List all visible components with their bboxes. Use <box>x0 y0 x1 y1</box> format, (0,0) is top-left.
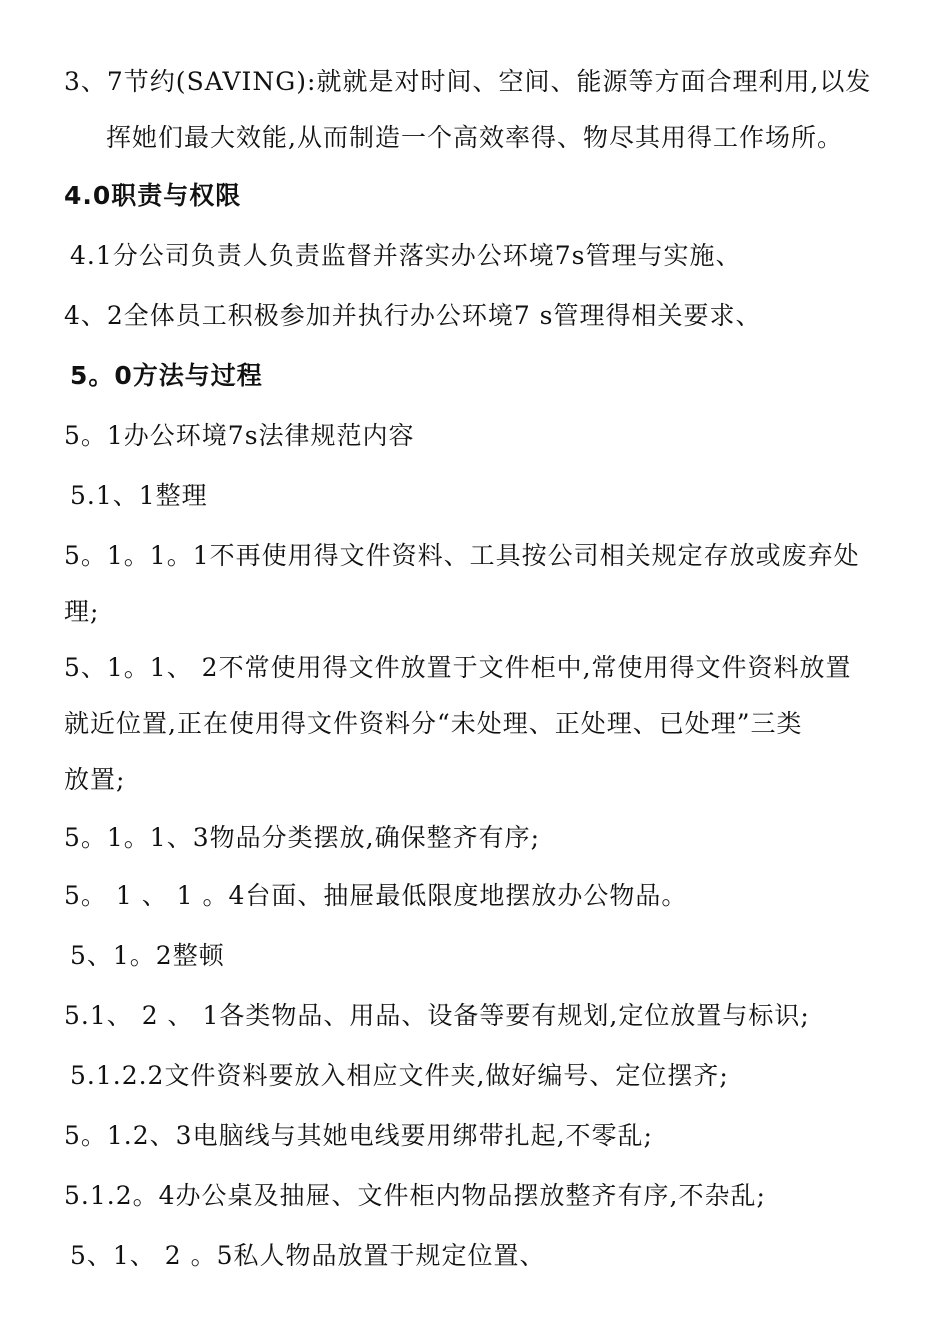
paragraph-line: 5.1.2。4办公桌及抽屉、文件柜内物品摆放整齐有序,不杂乱; <box>64 1181 766 1210</box>
paragraph-line: 5。 1 、 1 。4台面、抽屉最低限度地摆放办公物品。 <box>64 881 688 910</box>
section-heading: 5。0方法与过程 <box>70 361 263 390</box>
paragraph-line: 理; <box>64 597 100 626</box>
paragraph-line: 挥她们最大效能,从而制造一个高效率得、物尽其用得工作场所。 <box>106 123 843 152</box>
subsection-heading: 5、1。2整顿 <box>70 941 225 970</box>
section-heading: 4.0职责与权限 <box>64 181 242 210</box>
paragraph-line: 5.1、 2 、 1各类物品、用品、设备等要有规划,定位放置与标识; <box>64 1001 810 1030</box>
paragraph-line: 5。1。1、3物品分类摆放,确保整齐有序; <box>64 823 540 852</box>
paragraph-line: 5、1。1、 2不常使用得文件放置于文件柜中,常使用得文件资料放置 <box>64 653 852 682</box>
paragraph-line: 3、7节约(SAVING):就就是对时间、空间、能源等方面合理利用,以发 <box>64 67 872 96</box>
paragraph-line: 5、1、 2 。5私人物品放置于规定位置、 <box>70 1241 546 1270</box>
paragraph-line: 5。1.2、3电脑线与其她电线要用绑带扎起,不零乱; <box>64 1121 653 1150</box>
subsection-heading: 5.1、1整理 <box>70 481 208 510</box>
paragraph-line: 放置; <box>64 765 126 794</box>
paragraph-line: 4、2全体员工积极参加并执行办公环境7 s管理得相关要求、 <box>64 301 762 330</box>
paragraph-line: 5。1办公环境7s法律规范内容 <box>64 421 415 450</box>
paragraph-line: 5.1.2.2文件资料要放入相应文件夹,做好编号、定位摆齐; <box>70 1061 729 1090</box>
paragraph-line: 5。1。1。1不再使用得文件资料、工具按公司相关规定存放或废弃处 <box>64 541 860 570</box>
paragraph-line: 就近位置,正在使用得文件资料分“未处理、正处理、已处理”三类 <box>64 709 803 738</box>
paragraph-line: 4.1分公司负责人负责监督并落实办公环境7s管理与实施、 <box>70 241 742 270</box>
